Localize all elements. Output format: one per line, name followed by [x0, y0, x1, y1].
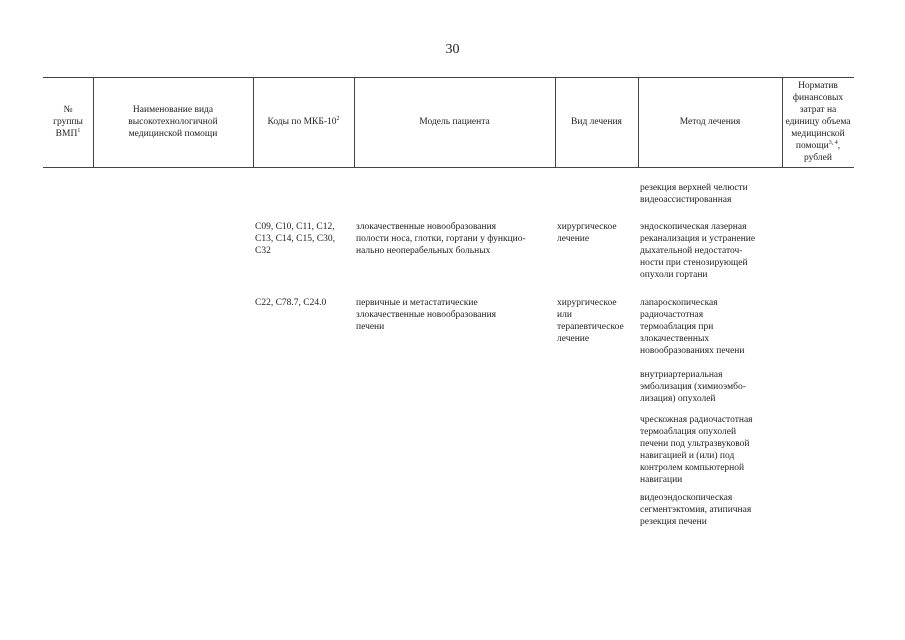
header-bottom-border: [43, 167, 854, 168]
treatment-type: хирургическое лечение: [557, 222, 617, 244]
header-care-type-name: Наименование вида высокотехнологичной медицинской помощи: [128, 105, 218, 139]
icd-codes: С22, С78.7, С24.0: [255, 298, 327, 308]
patient-model: злокачественные новообразования полости носа, глотки, гортани у функцио- нально неоперабельных больных: [356, 222, 526, 256]
header-treatment-type: Вид лечения: [571, 117, 622, 127]
header-treatment-method: Метод лечения: [679, 117, 741, 127]
treatment-type: хирургическое или терапевтическое лечение: [557, 298, 624, 344]
treatment-method: лапароскопическая радиочастотная термоаблация при злокачественных новообразованиях печени: [640, 298, 745, 356]
treatment-method: внутриартериальная эмболизация (химиоэмбо- лизация) опухолей: [640, 370, 746, 404]
treatment-method: резекция верхней челюсти видеоассистированная: [640, 183, 748, 205]
header-patient-model: Модель пациента: [419, 117, 490, 127]
header-group-number: № группы ВМП$^1$: [53, 105, 83, 139]
treatment-method: чрескожная радиочастотная термоаблация опухолей печени под ультразвуковой навигацией и (или) под контролем компьютерной навигации: [640, 415, 753, 485]
page-number: 30: [445, 42, 460, 57]
treatment-method: видеоэндоскопическая сегментэктомия, атипичная резекция печени: [640, 493, 752, 527]
patient-model: первичные и метастатические злокачественные новообразования печени: [356, 298, 497, 332]
header-icd-codes: Коды по МКБ-$10^2$: [267, 115, 340, 127]
header-cost-standard: Норматив финансовых затрат на единицу объема медицинской помощи$^{3, 4}$, рублей: [785, 81, 851, 163]
treatment-method: эндоскопическая лазерная реканализация и устранение дыхательной недостаточ- ности при стенозирующей опухоли гортани: [640, 222, 756, 280]
icd-codes: С09, С10, С11, С12, С13, С14, С15, С30, С32: [255, 222, 335, 256]
